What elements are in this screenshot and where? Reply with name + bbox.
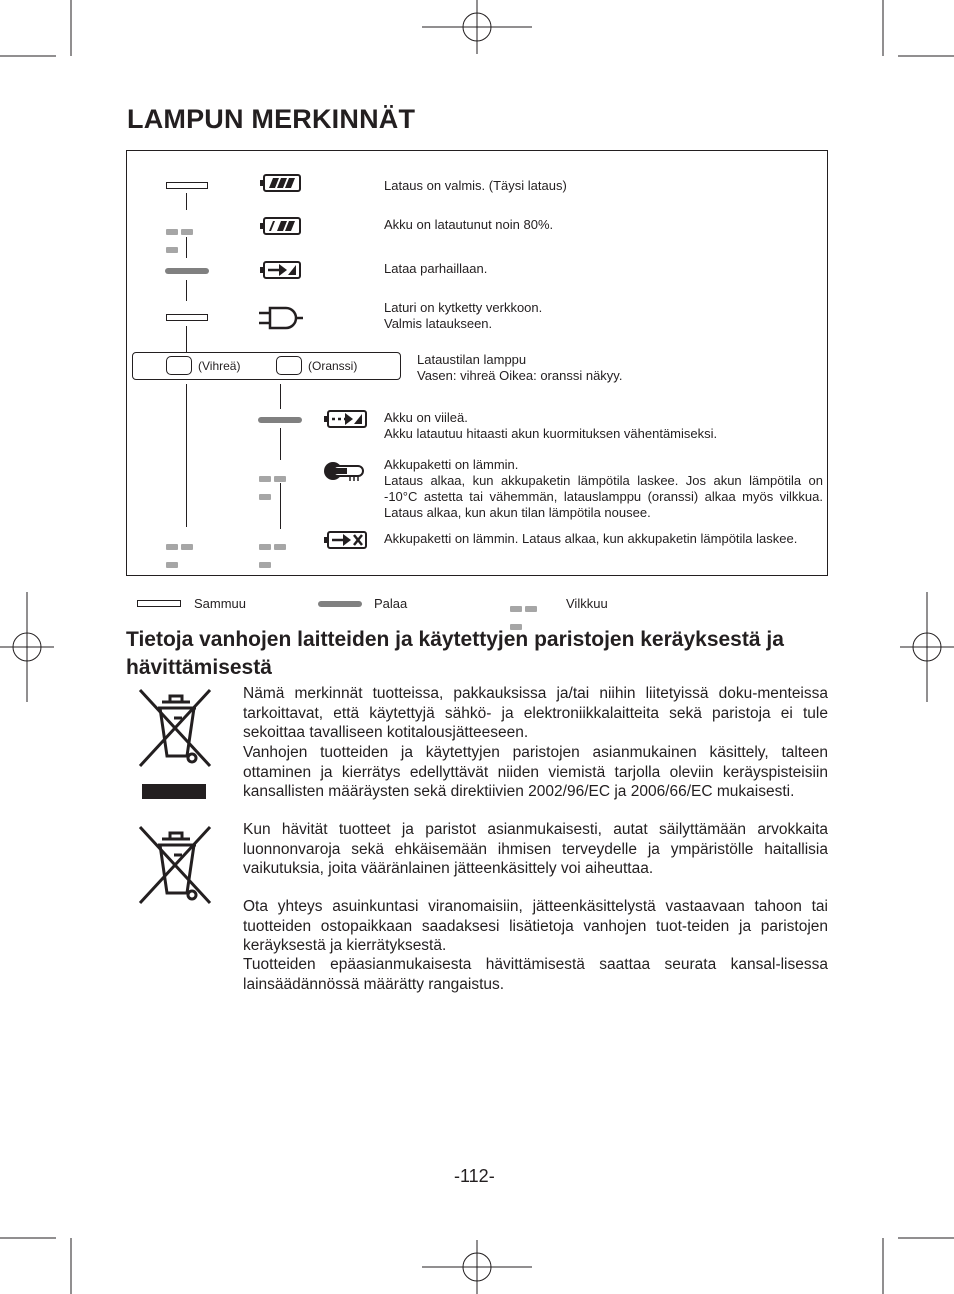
legend-off-label: Sammuu — [194, 596, 247, 611]
battery-error-icon — [324, 530, 368, 550]
legend-blink-label: Vilkkuu — [566, 596, 608, 611]
status-battery-warm-line1: Akkupaketti on lämmin. — [384, 457, 519, 472]
lamp-blink-indicator — [166, 537, 210, 543]
disposal-paragraph: Ota yhteys asuinkuntasi viranomaisiin, jätteenkäsittelystä vastaavaan tahoon tai tuotteiden ostopaikkaan saadaksesi lisätietoja vanhojen tuot-teiden ja paristojen keräyksestä ja kierrätyksestä. — [243, 898, 828, 954]
disposal-paragraph: Vanhojen tuotteiden ja käytettyjen paristojen asianmukainen käsittely, talteen ottaminen ja kierrätys edellyttävät niiden viemistä tarjolla oleviin keräyspisteisiin kansallisten määräysten sekä direktiivien 2002/96/EC ja 2006/66/EC mukaisesti. — [243, 744, 828, 800]
status-plugged-in-line1: Laturi on kytketty verkkoon. — [384, 300, 543, 315]
power-plug-icon — [258, 305, 304, 331]
disposal-paragraph: Kun hävität tuotteet ja paristot asianmukaisesti, autat säilyttämään arvokkaita luonnonvaroja sekä ehkäisemään ihmisen terveydelle ja ympäristölle haitallisia vaikutuksia, joita vääränlainen jätteenkäsittely voi aiheuttaa. — [243, 821, 828, 877]
disposal-heading: Tietoja vanhojen laitteiden ja käytettyjen paristojen keräyksestä ja hävittämisestä — [126, 628, 784, 679]
connector-line — [186, 193, 187, 210]
connector-line — [186, 280, 187, 301]
connector-line — [280, 428, 281, 460]
page-title: LAMPUN MERKINNÄT — [127, 104, 416, 134]
lamp-blink-indicator — [259, 469, 303, 475]
green-lamp — [166, 356, 192, 375]
connector-line — [186, 237, 187, 258]
charge-lamp-description — [417, 352, 622, 384]
page-number: -112- — [454, 1166, 495, 1186]
lamp-on-indicator — [258, 417, 302, 423]
legend-off-icon — [137, 600, 181, 607]
legend-blink-icon — [510, 599, 554, 605]
status-plugged-in-line2: Valmis lataukseen. — [384, 316, 493, 331]
lamp-off-indicator — [166, 314, 208, 321]
lamp-blink-indicator — [259, 537, 303, 543]
disposal-paragraph: Nämä merkinnät tuotteissa, pakkauksissa ja/tai niihin liitetyissä doku-menteissa tarkoittavat, että käytettyjä sähkö- ja elektroniikkalaitteita sekä paristoja ei tule sekoittaa tavalliseen kotitalousjätteeseen. — [243, 685, 828, 741]
crossed-out-battery-bin-icon — [136, 823, 214, 907]
orange-lamp-label: (Oranssi) — [308, 359, 358, 373]
lamp-on-indicator — [165, 268, 209, 274]
legend-on-icon — [318, 601, 362, 607]
status-charging: Lataa parhaillaan. — [384, 261, 488, 276]
battery-cold-icon — [324, 409, 368, 429]
status-battery-cold-line1: Akku on viileä. — [384, 410, 468, 425]
status-battery-hot: Akkupaketti on lämmin. Lataus alkaa, kun akkupaketin lämpötila laskee. — [384, 531, 798, 546]
status-battery-cold-line2: Akku latautuu hitaasti akun kuormituksen vähentämiseksi. — [384, 426, 718, 441]
weee-black-bar — [142, 784, 206, 799]
crossed-out-wheelie-bin-icon — [136, 686, 214, 770]
battery-80-icon — [260, 216, 302, 236]
status-full-charge: Lataus on valmis. (Täysi lataus) — [384, 178, 567, 193]
status-80-percent: Akku on latautunut noin 80%. — [384, 217, 554, 232]
status-battery-cold — [384, 410, 717, 442]
status-plugged-in — [384, 300, 542, 332]
battery-charging-icon — [260, 260, 302, 280]
status-battery-warm-line2: Lataus alkaa, kun akkupaketin lämpötila laskee. Jos akun lämpötila on -10°C astetta tai vähemmän, latauslamppu (oranssi) alkaa myös vilkkua. Lataus alkaa, kun akun tilan lämpötila nousee. — [384, 473, 823, 520]
lamp-blink-indicator — [166, 222, 210, 228]
connector-line — [280, 384, 281, 409]
connector-line — [280, 483, 281, 529]
orange-lamp — [276, 356, 302, 375]
status-battery-warm — [384, 457, 823, 521]
thermometer-icon — [323, 459, 369, 483]
disposal-paragraph: Tuotteiden epäasianmukaisesta hävittämisestä saattaa seurata kansal-lisessa lainsäädännössä määrätty rangaistus. — [243, 956, 828, 993]
charge-lamp-desc-line1: Lataustilan lamppu — [417, 352, 527, 367]
connector-line — [186, 326, 187, 352]
green-lamp-label: (Vihreä) — [198, 359, 241, 373]
battery-full-icon — [260, 173, 302, 193]
connector-line — [186, 384, 187, 527]
legend-on-label: Palaa — [374, 596, 408, 611]
lamp-off-indicator — [166, 182, 208, 189]
charge-lamp-desc-line2: Vasen: vihreä Oikea: oranssi näkyy. — [417, 368, 623, 383]
